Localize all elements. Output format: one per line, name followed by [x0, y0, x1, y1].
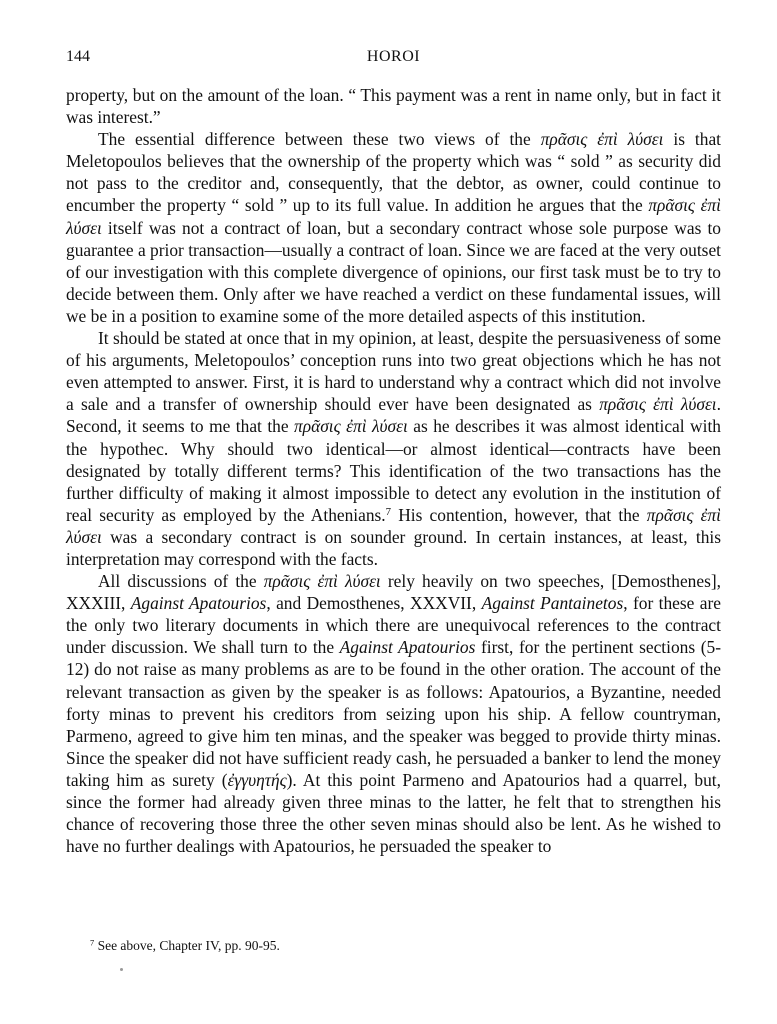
work-title: Against Pantainetos	[481, 593, 624, 614]
work-title: Against Apatourios	[130, 593, 267, 614]
footnote	[90, 938, 721, 954]
greek-term: ἐγγυητής	[227, 769, 287, 790]
footnote-text: See above, Chapter IV, pp. 90-95.	[94, 938, 280, 953]
page-header	[66, 48, 721, 70]
body-text	[66, 84, 721, 857]
paragraph-4: All discussions of the πρᾶσις ἐπὶ λύσει rely heavily on two speeches, [Demosthenes], XXXIII, Against Apatourios, and Demosthenes, XXXVII, Against Pantainetos, for these are the only two literary documents in which there are unequivocal references to the contract under discussion. We shall turn to the Against Apatourios first, for the pertinent sections (5-12) do not raise as many problems as are to be found in the other oration. The account of the relevant transaction as given by the speaker is as follows: Apatourios, a Byzantine, needed forty minas to prevent his creditors from seizing upon his ship. A fellow countryman, Parmeno, agreed to give him ten minas, and the speaker was begged to provide thirty minas. Since the speaker did not have sufficient ready cash, he persuaded a banker to lend the money taking him as surety (ἐγγυητής). At this point Parmeno and Apatourios had a quarrel, but, since the former had already given three minas to the latter, he felt that to strengthen his chance of recovering those three the other seven minas should also be lent. As he wished to have no further dealings with Apatourios, he persuaded the speaker to	[66, 571, 721, 857]
paragraph-3: It should be stated at once that in my opinion, at least, despite the persuasiveness of some of his arguments, Meletopoulos’ conception runs into two great objections which he has not even attempted to answer. First, it is hard to understand why a contract which did not involve a sale and a transfer of ownership should ever have been designated as πρᾶσις ἐπὶ λύσει. Second, it seems to me that the πρᾶσις ἐπὶ λύσει as he describes it was almost identical with the hypothec. Why should two identical—or almost identical—contracts have been designated by totally different terms? This identification of the two transactions has the further difficulty of making it almost impossible to detect any evolution in the institution of real security as employed by the Athenians.$^7$ His contention, however, that the πρᾶσις ἐπὶ λύσει was a secondary contract is on sounder ground. In certain instances, at least, this interpretation may correspond with the facts.	[66, 328, 721, 569]
running-head: HOROI	[366, 48, 421, 65]
footnote-marker: 7	[90, 938, 95, 948]
paragraph-1: property, but on the amount of the loan. “ This payment was a rent in name only, but in fact it was interest.”	[66, 85, 721, 128]
greek-term: πρᾶσις ἐπὶ λύσει	[66, 195, 721, 238]
greek-term: πρᾶσις ἐπὶ λύσει	[294, 416, 408, 437]
footnote-ref: 7	[385, 505, 392, 518]
greek-term: πρᾶσις ἐπὶ λύσει	[599, 394, 717, 415]
paragraph-2: The essential difference between these two views of the πρᾶσις ἐπὶ λύσει is that Meletopoulos believes that the ownership of the property which was “ sold ” as security did not pass to the creditor and, consequently, that the debtor, as owner, could continue to encumber the property “ sold ” up to its full value. In addition he argues that the πρᾶσις ἐπὶ λύσει itself was not a contract of loan, but a secondary contract whose sole purpose was to guarantee a prior transaction—usually a contract of loan. Since we are faced at the very outset of our investigation with this complete divergence of opinions, our first task must be to try to decide between them. Only after we have reached a verdict on these fundamental issues, will we be in a position to examine some of the more detailed aspects of this institution.	[66, 129, 721, 326]
greek-term: πρᾶσις ἐπὶ λύσει	[540, 129, 664, 150]
page-number: 144	[66, 48, 90, 65]
work-title: Against Apatourios	[339, 637, 476, 658]
greek-term: πρᾶσις ἐπὶ λύσει	[263, 571, 381, 592]
scan-speck	[120, 968, 123, 971]
greek-term: πρᾶσις ἐπὶ λύσει	[66, 504, 721, 547]
